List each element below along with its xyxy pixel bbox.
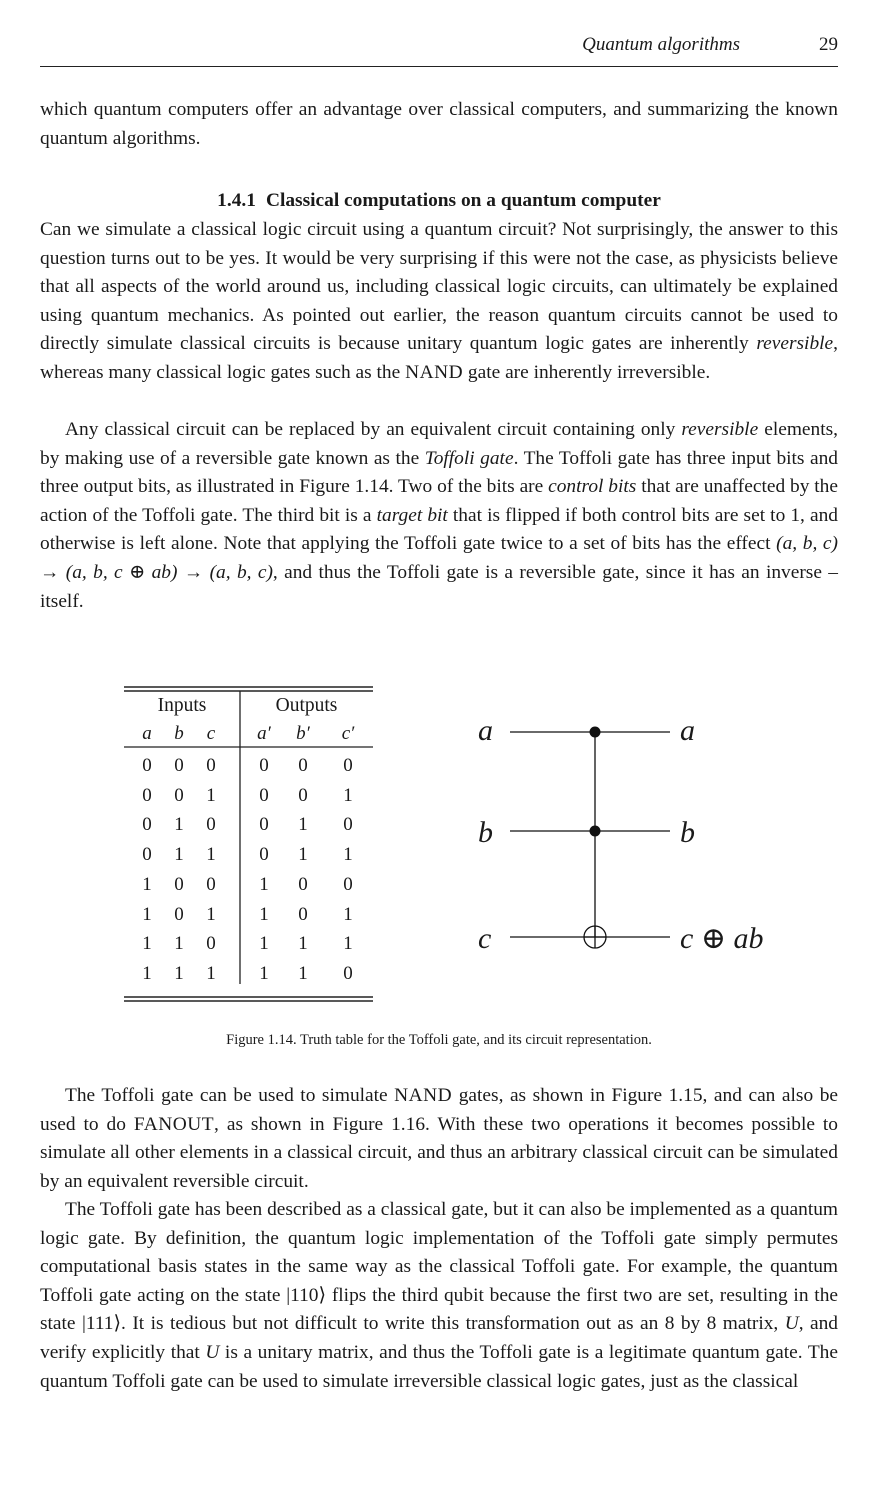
table-cell: 0 bbox=[142, 784, 152, 806]
table-cell: 1 bbox=[298, 933, 308, 955]
table-cell: 1 bbox=[206, 903, 216, 925]
paragraph-2-text: , and thus the Toffoli gate is a reversible gate, since it has an inverse – itself. bbox=[40, 561, 838, 612]
table-cell: 1 bbox=[343, 933, 353, 955]
paragraph-1-text: , whereas many classical logic gates such as the bbox=[40, 333, 838, 383]
paragraph-2 bbox=[40, 416, 838, 616]
table-column-header: c′ bbox=[341, 723, 355, 744]
table-cell: 1 bbox=[259, 873, 269, 895]
paragraph-2-text: Any classical circuit can be replaced by an equivalent circuit containing only bbox=[65, 419, 682, 440]
paragraph-2-text: that are unaffected by the action of the Toffoli gate. The third bit is a bbox=[40, 476, 838, 526]
table-cell: 1 bbox=[298, 814, 308, 836]
page-number: 29 bbox=[819, 34, 838, 55]
table-cell: 0 bbox=[298, 873, 308, 895]
table-cell: 0 bbox=[343, 873, 353, 895]
table-cell: 0 bbox=[298, 784, 308, 806]
table-cell: 0 bbox=[206, 873, 216, 895]
paragraph-3-text: The Toffoli gate can be used to simulate bbox=[65, 1085, 395, 1106]
page-header bbox=[40, 32, 838, 67]
circuit-output-a: a bbox=[680, 714, 695, 747]
paragraph-4-text: The Toffoli gate has been described as a classical gate, but it can also be implemented as a quantum logic gate. By definition, the quantum logic implementation of the Toffoli gate simply permutes computational basis states in the same way as the classical Toffoli gate. For example, the quantum Toffoli gate acting on the state |110⟩ flips the third qubit because the first two are set, resulting in the state |111⟩. It is tedious but not difficult to write this transformation out as an 8 by 8 matrix, bbox=[40, 1199, 838, 1335]
paragraph-1 bbox=[40, 216, 838, 388]
table-cell: 0 bbox=[142, 844, 152, 866]
table-cell: 1 bbox=[206, 784, 216, 806]
control-dot-a bbox=[590, 727, 601, 738]
table-cell: 1 bbox=[142, 903, 152, 925]
table-cell: 0 bbox=[343, 962, 353, 984]
paragraph-4-text: , and verify explicitly that bbox=[40, 1313, 838, 1363]
table-cell: 0 bbox=[259, 755, 269, 776]
toffoli-circuit bbox=[470, 700, 810, 970]
math-expression: (a, b, c) → (a, b, c ⊕ ab) → (a, b, c) bbox=[40, 533, 838, 583]
table-cell: 1 bbox=[142, 933, 152, 955]
table-cell: 0 bbox=[259, 844, 269, 866]
table-cell: 0 bbox=[298, 903, 308, 925]
table-cell: 0 bbox=[174, 755, 184, 776]
table-cell: 1 bbox=[298, 844, 308, 866]
math-u: U bbox=[784, 1313, 799, 1335]
section-number: 1.4.1 bbox=[217, 190, 256, 211]
paragraph-4 bbox=[40, 1196, 838, 1396]
section-title: Classical computations on a quantum computer bbox=[265, 190, 661, 211]
circuit-output-b: b bbox=[680, 816, 695, 849]
table-cell: 1 bbox=[174, 962, 184, 984]
table-cell: 0 bbox=[174, 784, 184, 806]
paragraph-4-text: is a unitary matrix, and thus the Toffoli gate is a legitimate quantum gate. The quantum Toffoli gate can be used to simulate irreversible classical logic gates, just as the classical bbox=[40, 1341, 838, 1392]
table-cell: 1 bbox=[259, 903, 269, 925]
paragraph-3-text: , as shown in Figure 1.16. With these two operations it becomes possible to simulate all other elements in a classical circuit, and thus an arbitrary classical circuit can be simulated by an equivalent reversible circuit. bbox=[40, 1113, 838, 1192]
figure-caption: Figure 1.14. Truth table for the Toffoli gate, and its circuit representation. bbox=[226, 1032, 652, 1048]
table-cell: 1 bbox=[174, 933, 184, 955]
paragraph-2-text: that is flipped if both control bits are set to 1, and otherwise is left alone. Note that applying the Toffoli gate twice to a set of bits has the effect bbox=[40, 504, 839, 555]
table-cell: 1 bbox=[343, 784, 353, 806]
emphasis-control-bits: control bits bbox=[548, 476, 637, 498]
paragraph-1-text: Can we simulate a classical logic circuit using a quantum circuit? Not surprisingly, the answer to this question turns out to be yes. It would be very surprising if this were not the case, as physicists believe that all aspects of the world around us, including classical logic circuits, can ultimately be explained using quantum mechanics. As pointed out earlier, the reason quantum circuits cannot be used to directly simulate classical circuits is because unitary quantum logic gates are inherently bbox=[40, 219, 838, 355]
emphasis-reversible: reversible bbox=[681, 419, 759, 440]
truth-table bbox=[124, 686, 373, 1006]
paragraph-1-text: gate are inherently irreversible. bbox=[463, 361, 711, 383]
table-column-header: b bbox=[174, 723, 184, 744]
table-cell: 1 bbox=[206, 962, 216, 984]
fanout-term: FANOUT bbox=[133, 1113, 215, 1135]
table-cell: 0 bbox=[259, 784, 269, 806]
emphasis-reversible: reversible bbox=[756, 333, 834, 355]
table-cell: 0 bbox=[206, 933, 216, 955]
table-cell: 0 bbox=[174, 873, 184, 895]
paragraph-2-text: . The Toffoli gate has three input bits and three output bits, as illustrated in Figure 1.14. Two of the bits are bbox=[40, 447, 838, 498]
emphasis-target-bit: target bit bbox=[376, 504, 448, 526]
nand-term: NAND bbox=[394, 1085, 453, 1106]
emphasis-toffoli-gate: Toffoli gate bbox=[424, 447, 514, 469]
math-u: U bbox=[205, 1341, 220, 1363]
circuit-input-a: a bbox=[478, 714, 493, 747]
table-column-header: a′ bbox=[257, 723, 271, 744]
table-cell: 0 bbox=[206, 814, 216, 836]
table-cell: 1 bbox=[259, 933, 269, 955]
table-group-header-inputs: Inputs bbox=[157, 695, 207, 716]
running-title: Quantum algorithms bbox=[582, 34, 740, 55]
table-cell: 1 bbox=[259, 962, 269, 984]
table-cell: 0 bbox=[174, 903, 184, 925]
circuit-output-c-xor-ab: c ⊕ ab bbox=[680, 922, 764, 955]
table-cell: 1 bbox=[343, 903, 353, 925]
table-cell: 0 bbox=[142, 814, 152, 836]
table-cell: 0 bbox=[298, 755, 308, 776]
paragraph-2-text: elements, by making use of a reversible gate known as the bbox=[40, 419, 839, 469]
circuit-input-c: c bbox=[478, 922, 492, 955]
control-dot-b bbox=[590, 826, 601, 837]
table-cell: 1 bbox=[298, 962, 308, 984]
table-cell: 1 bbox=[142, 873, 152, 895]
intro-paragraph: which quantum computers offer an advantage over classical computers, and summarizing the known quantum algorithms. bbox=[40, 99, 838, 149]
table-cell: 1 bbox=[343, 844, 353, 866]
paragraph-3 bbox=[40, 1082, 838, 1196]
paragraph-3-text: gates, as shown in Figure 1.15, and can also be used to do bbox=[40, 1085, 838, 1135]
table-cell: 1 bbox=[174, 844, 184, 866]
table-cell: 1 bbox=[174, 814, 184, 836]
section-heading bbox=[40, 190, 838, 212]
table-cell: 1 bbox=[142, 962, 152, 984]
nand-term: NAND bbox=[405, 361, 464, 383]
table-cell: 0 bbox=[142, 755, 152, 776]
table-cell: 1 bbox=[206, 844, 216, 866]
table-cell: 0 bbox=[206, 755, 216, 776]
circuit-input-b: b bbox=[478, 816, 493, 849]
table-group-header-outputs: Outputs bbox=[275, 695, 338, 716]
table-cell: 0 bbox=[343, 814, 353, 836]
table-cell: 0 bbox=[343, 755, 353, 776]
table-cell: 0 bbox=[259, 814, 269, 836]
table-column-header: b′ bbox=[296, 723, 310, 744]
table-column-header: c bbox=[206, 723, 216, 744]
table-column-header: a bbox=[142, 723, 152, 744]
